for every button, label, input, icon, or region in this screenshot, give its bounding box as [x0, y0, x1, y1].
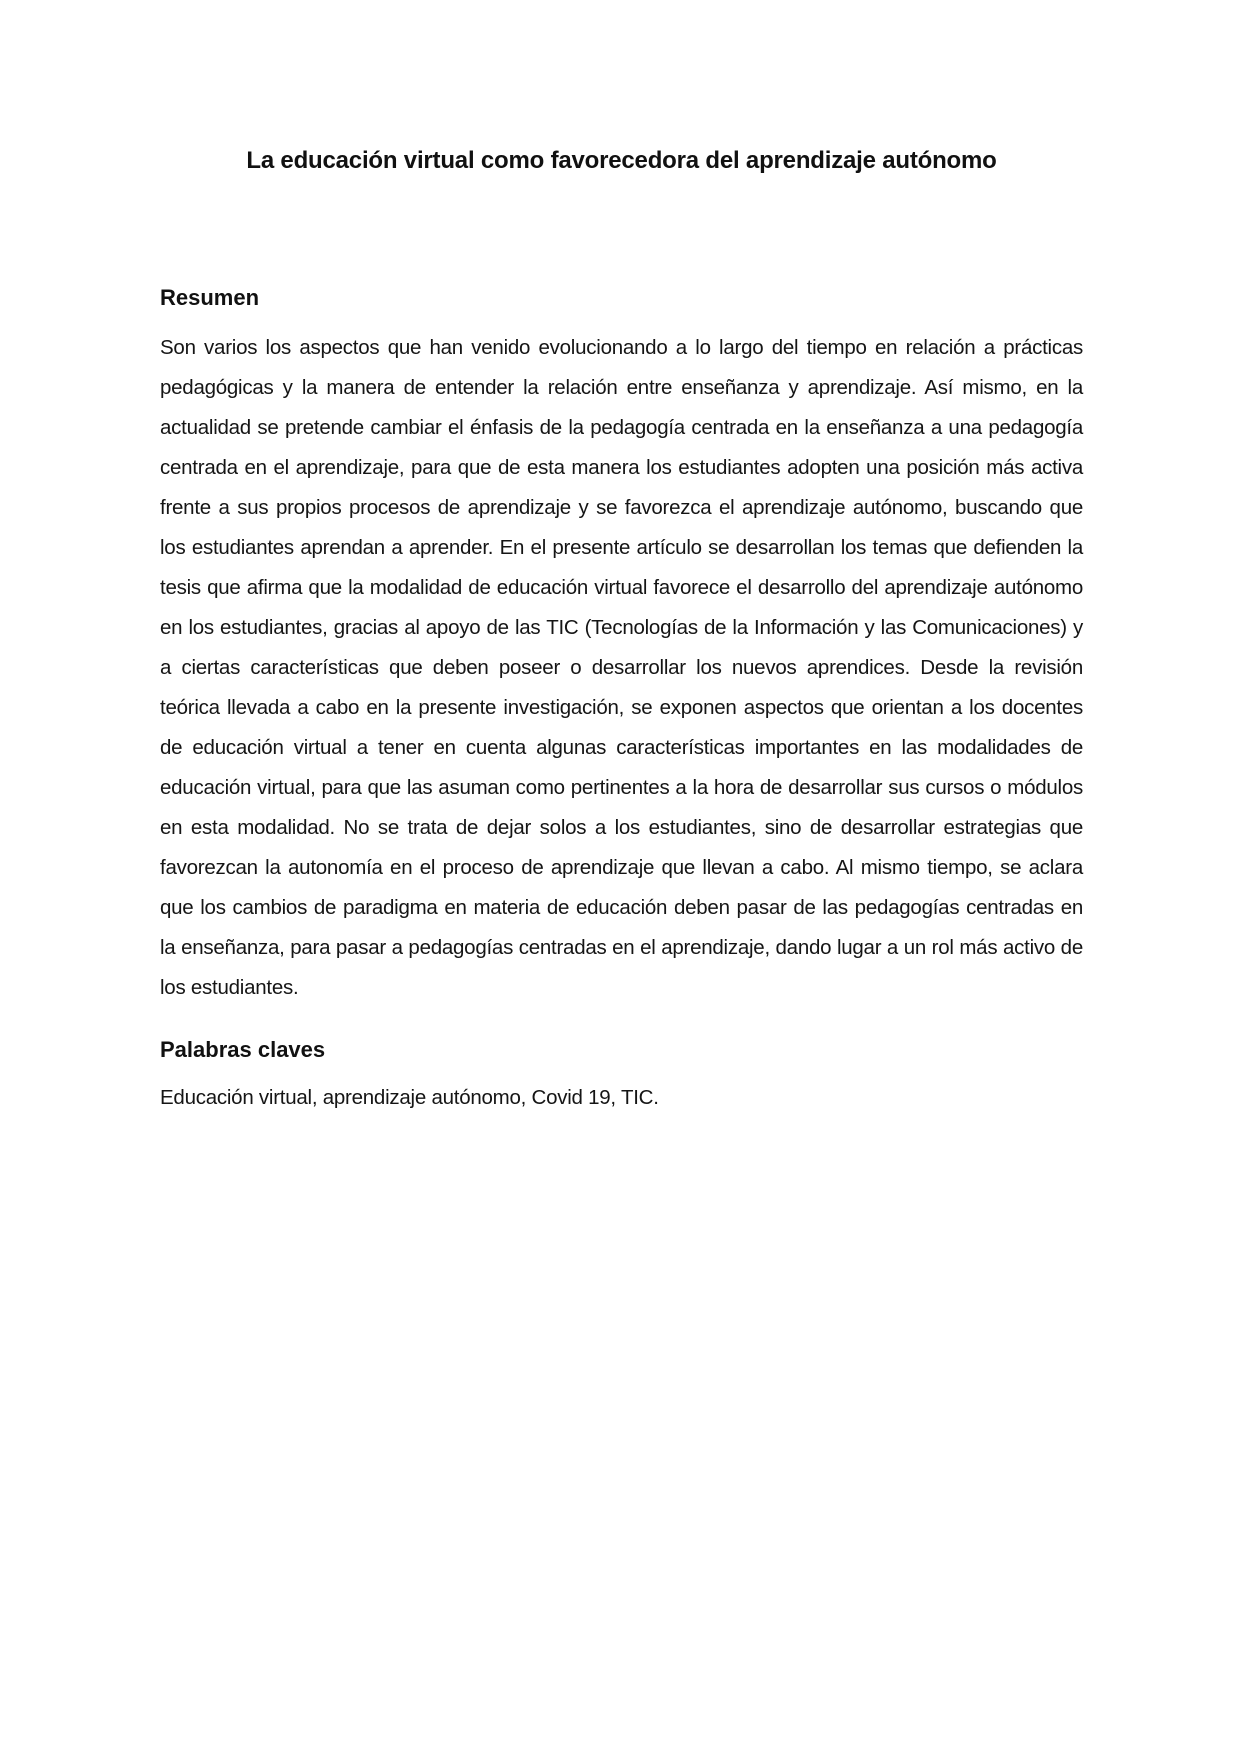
- abstract-paragraph: Son varios los aspectos que han venido evolucionando a lo largo del tiempo en relación a prácticas pedagógicas y la manera de entender la relación entre enseñanza y aprendizaje. Así mismo, en la actualidad se pretende cambiar el énfasis de la pedagogía centrada en la enseñanza a una pedagogía centrada en el aprendizaje, para que de esta manera los estudiantes adopten una posición más activa frente a sus propios procesos de aprendizaje y se favorezca el aprendizaje autónomo, buscando que los estudiantes aprendan a aprender. En el presente artículo se desarrollan los temas que defienden la tesis que afirma que la modalidad de educación virtual favorece el desarrollo del aprendizaje autónomo en los estudiantes, gracias al apoyo de las TIC (Tecnologías de la Información y las Comunicaciones) y a ciertas características que deben poseer o desarrollar los nuevos aprendices. Desde la revisión teórica llevada a cabo en la presente investigación, se exponen aspectos que orientan a los docentes de educación virtual a tener en cuenta algunas características importantes en las modalidades de educación virtual, para que las asuman como pertinentes a la hora de desarrollar sus cursos o módulos en esta modalidad. No se trata de dejar solos a los estudiantes, sino de desarrollar estrategias que favorezcan la autonomía en el proceso de aprendizaje que llevan a cabo. Al mismo tiempo, se aclara que los cambios de paradigma en materia de educación deben pasar de las pedagogías centradas en la enseñanza, para pasar a pedagogías centradas en el aprendizaje, dando lugar a un rol más activo de los estudiantes.: [160, 336, 1083, 999]
- keywords-line: Educación virtual, aprendizaje autónomo, Covid 19, TIC.: [160, 1086, 659, 1109]
- document-title: La educación virtual como favorecedora del aprendizaje autónomo: [246, 147, 997, 174]
- keywords-heading: Palabras claves: [160, 1037, 326, 1062]
- abstract-heading: Resumen: [160, 285, 260, 310]
